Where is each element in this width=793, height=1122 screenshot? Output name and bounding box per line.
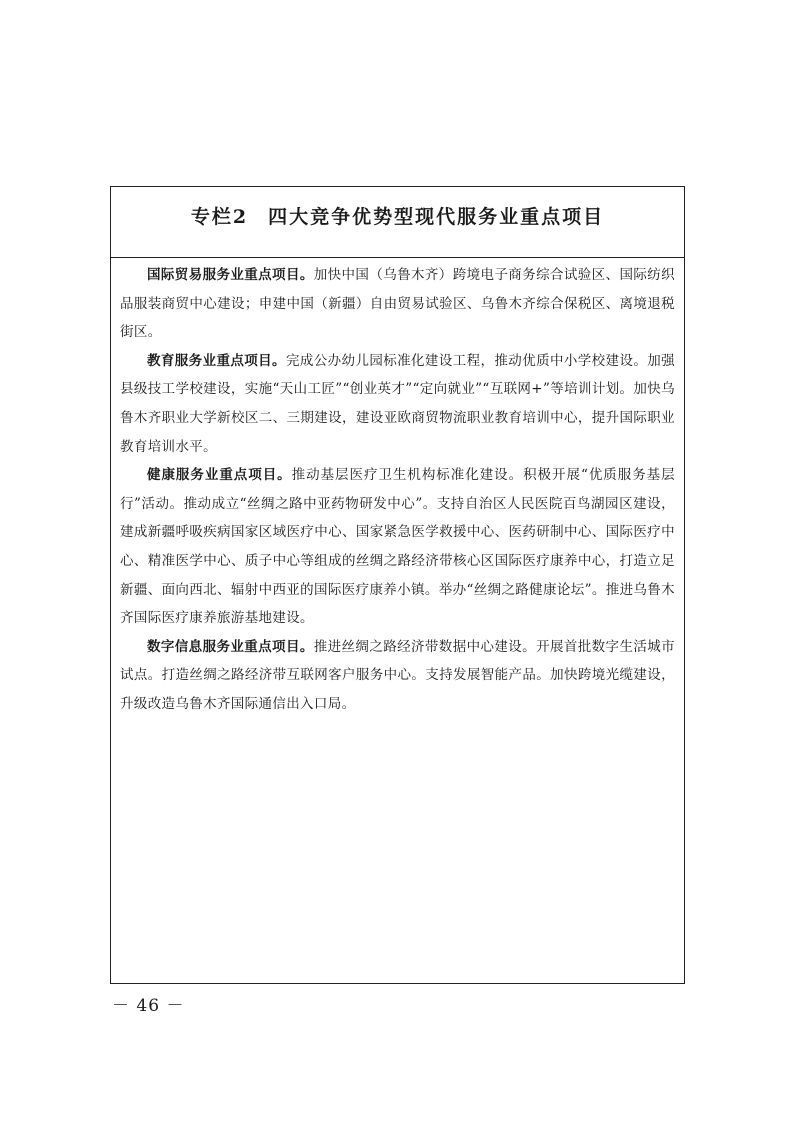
section-body: 加快中国（乌鲁木齐）跨境电子商务综合试验区、国际纺织品服装商贸中心建设；申建中国（新疆）自由贸易试验区、乌鲁木齐综合保税区、离境退税街区。	[120, 267, 675, 341]
section-body: 推进丝绸之路经济带数据中心建设。开展首批数字生活城市试点。打造丝绸之路经济带互联网客户服务中心。支持发展智能产品。加快跨境光缆建设，升级改造乌鲁木齐国际通信出入口局。	[120, 638, 675, 712]
section-heading: 健康服务业重点项目。	[147, 467, 292, 484]
section-heading: 数字信息服务业重点项目。	[147, 638, 314, 655]
section-body: 完成公办幼儿园标准化建设工程，推动优质中小学校建设。加强县级技工学校建设，实施“天山工匠”“创业英才”“定向就业”“互联网+”等培训计划。加快乌鲁木齐职业大学新校区二、三期建设，建设亚欧商贸物流职业教育培训中心，提升国际职业教育培训水平。	[120, 352, 675, 455]
sidebar-box-header	[111, 187, 684, 258]
sidebar-box-body	[111, 258, 684, 719]
sidebar-box-title	[111, 202, 684, 229]
sidebar-box	[110, 186, 685, 984]
section-heading: 国际贸易服务业重点项目。	[147, 267, 314, 283]
section-digital-information	[120, 633, 675, 719]
sidebar-box-number: 专栏2	[190, 206, 249, 228]
section-international-trade	[120, 261, 675, 347]
section-health	[120, 461, 675, 633]
page-number: － 46 －	[112, 996, 185, 1016]
sidebar-box-title-text: 四大竞争优势型现代服务业重点项目	[268, 206, 605, 228]
section-body: 推动基层医疗卫生机构标准化建设。积极开展“优质服务基层行”活动。推动成立“丝绸之路中亚药物研发中心”。支持自治区人民医院百鸟湖园区建设，建成新疆呼吸疾病国家区域医疗中心、国家紧急医学救援中心、医药研制中心、国际医疗中心、精准医学中心、质子中心等组成的丝绸之路经济带核心区国际医疗康养中心，打造立足新疆、面向西北、辐射中西亚的国际医疗康养小镇。举办“丝绸之路健康论坛”。推进乌鲁木齐国际医疗康养旅游基地建设。	[120, 467, 675, 627]
section-education	[120, 347, 675, 461]
section-heading: 教育服务业重点项目。	[147, 352, 286, 369]
